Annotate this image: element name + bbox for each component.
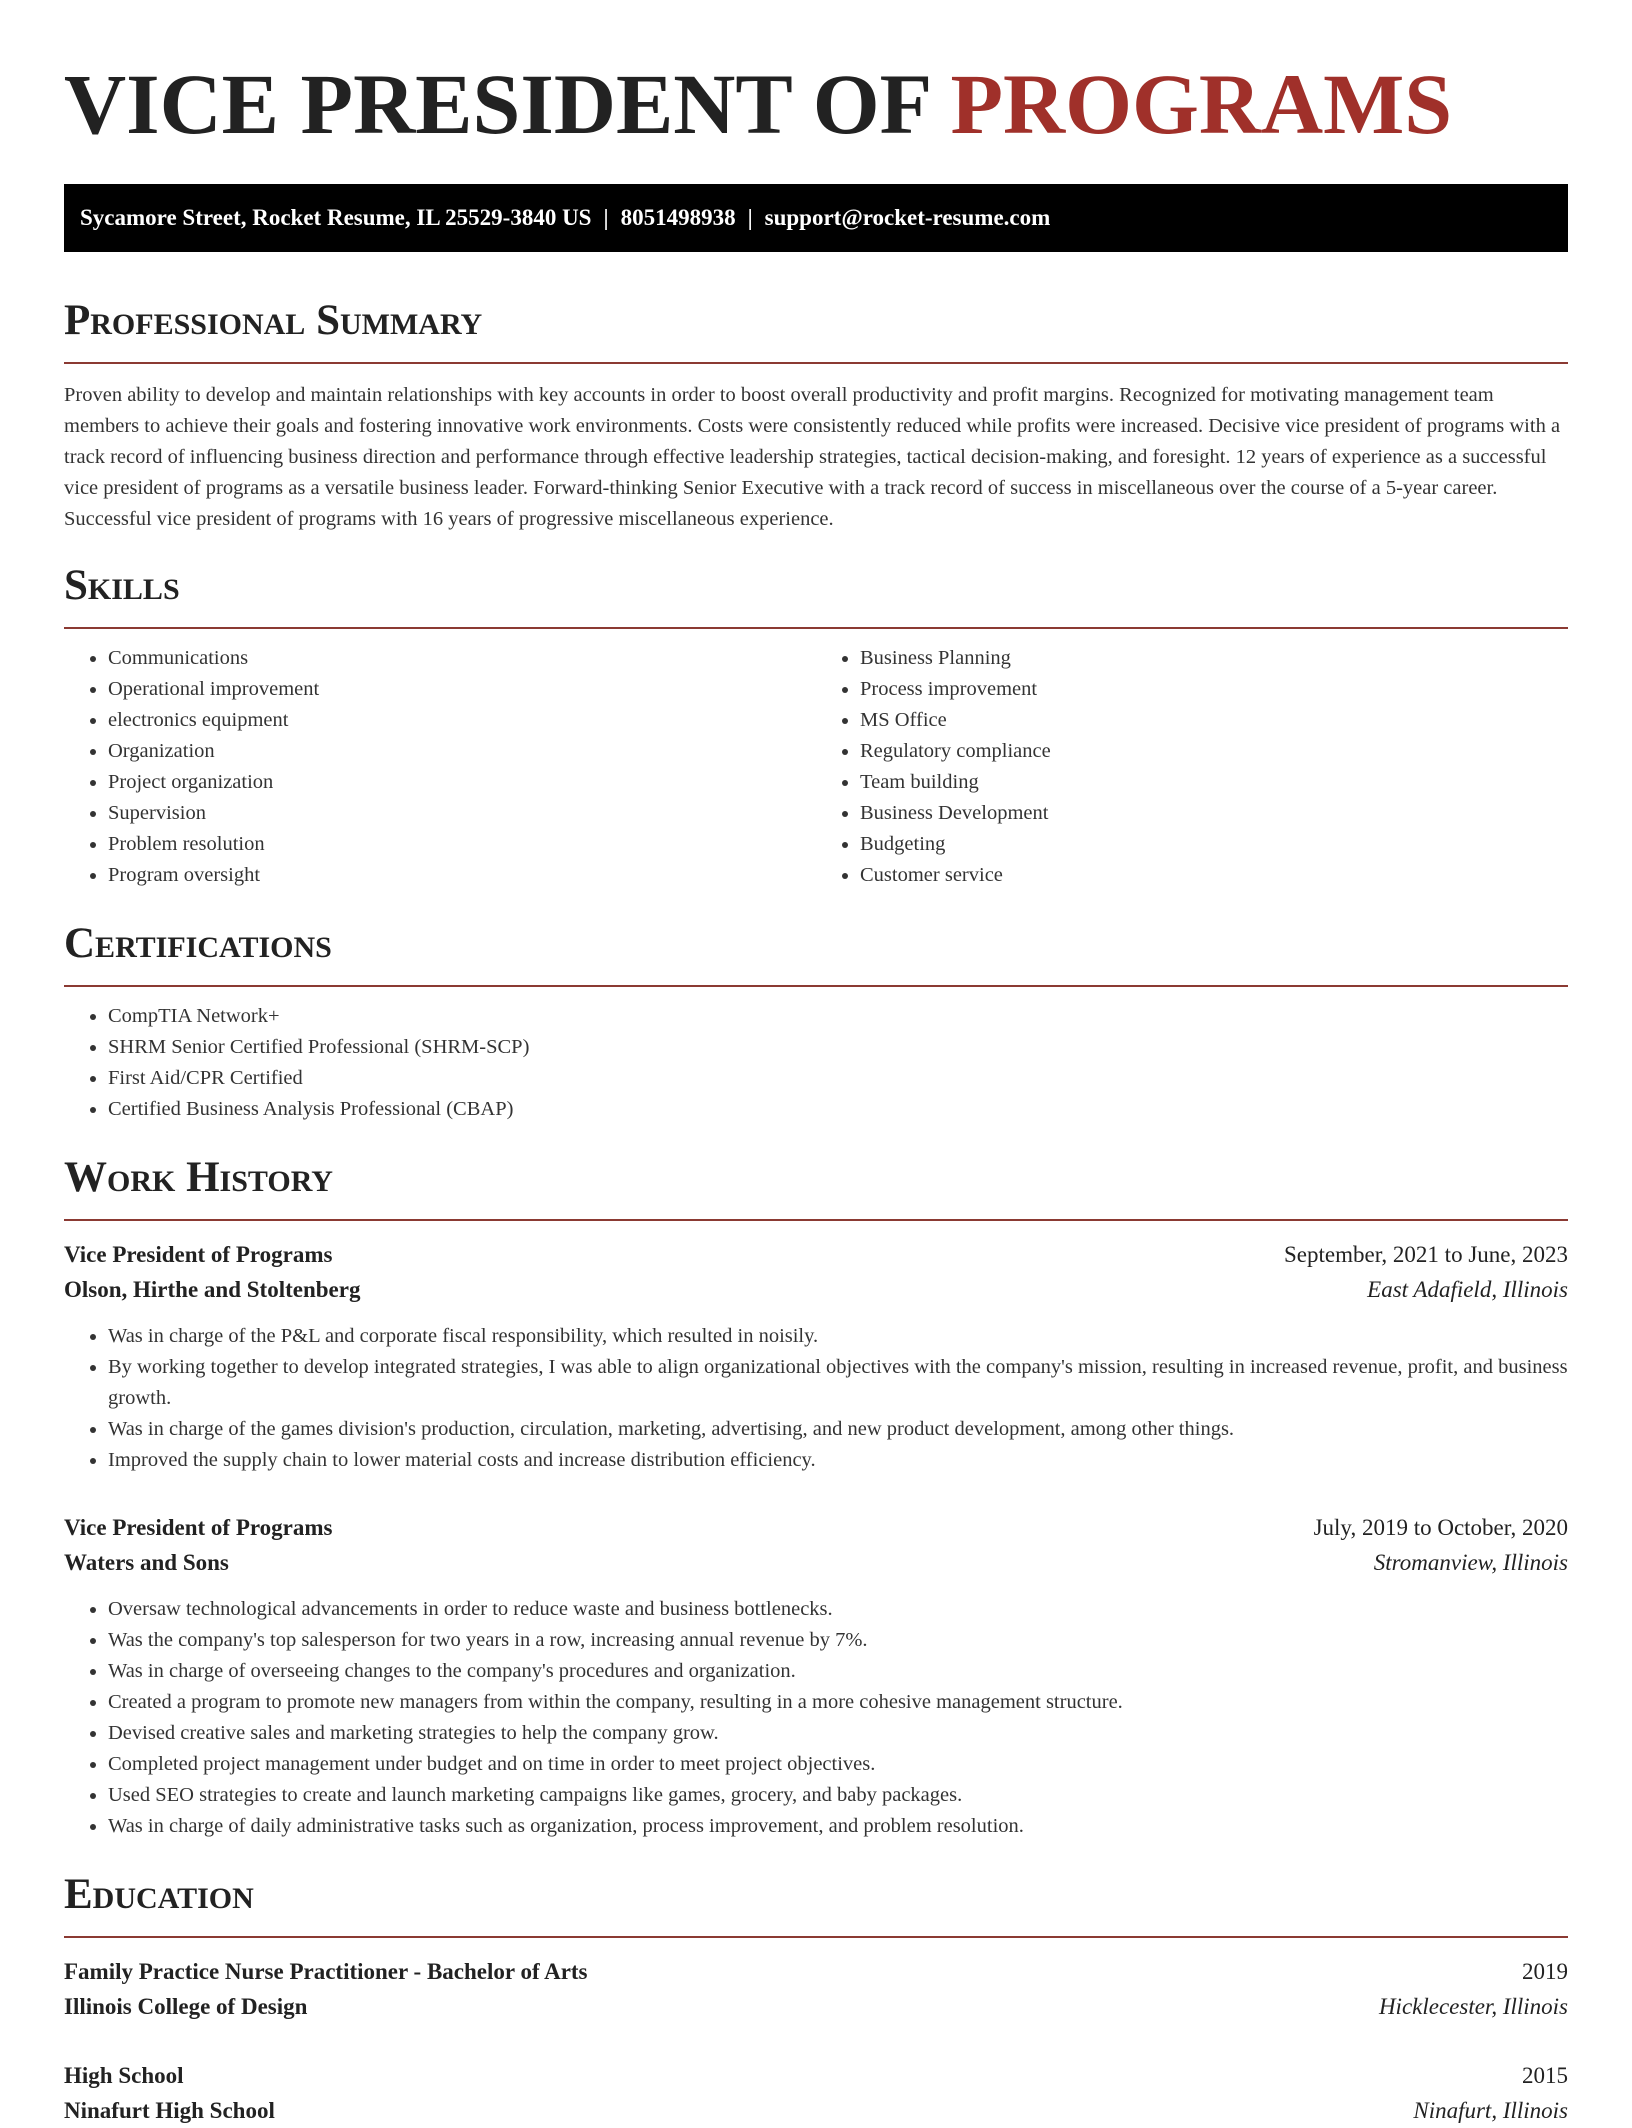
section-heading-summary: Professional Summary [64, 297, 483, 344]
skills-section [64, 561, 1568, 891]
skill-item: • Budgeting [860, 829, 1568, 860]
skill-item: • Process improvement [860, 674, 1568, 705]
summary-section [64, 296, 1568, 535]
education-location: Ninafurt, Illinois [1413, 2098, 1568, 2123]
contact-address: Sycamore Street, Rocket Resume, IL 25529-3840 US [80, 205, 592, 230]
education-entry [64, 2058, 1568, 2128]
job-entry [64, 1510, 1568, 1842]
education-degree: High School [64, 2063, 184, 2088]
job-entry [64, 1237, 1568, 1476]
skill-item: • Communications [108, 643, 816, 674]
skill-item: • Program oversight [108, 860, 816, 891]
skills-list-left [64, 643, 816, 891]
job-bullet: • Used SEO strategies to create and launch marketing campaigns like games, grocery, and baby packages. [108, 1780, 1568, 1811]
job-bullet: • Created a program to promote new managers from within the company, resulting in a more cohesive management structure. [108, 1687, 1568, 1718]
job-bullet: • Completed project management under budget and on time in order to meet project objectives. [108, 1749, 1568, 1780]
job-header [64, 1237, 1568, 1272]
section-divider [64, 362, 1568, 364]
contact-email: support@rocket-resume.com [764, 205, 1051, 230]
skill-item: • Business Development [860, 798, 1568, 829]
job-subheader [64, 1545, 1568, 1580]
certifications-section [64, 919, 1568, 1125]
job-dates: July, 2019 to October, 2020 [1313, 1515, 1568, 1540]
job-bullet: • Was in charge of the games division's production, circulation, marketing, advertising, and new product development, among other things. [108, 1414, 1568, 1445]
summary-text: Proven ability to develop and maintain relationships with key accounts in order to boost overall productivity and profit margins. Recognized for motivating management team members to achieve their goals and fostering innovative work environments. Costs were consistently reduced while profits were increased. Decisive vice president of programs with a track record of influencing business direction and performance through effective leadership strategies, tactical decision-making, and foresight. 12 years of experience as a successful vice president of programs as a versatile business leader. Forward-thinking Senior Executive with a track record of success in miscellaneous over the course of a 5-year career. Successful vice president of programs with 16 years of progressive miscellaneous experience. [64, 384, 1561, 530]
job-bullet: • Improved the supply chain to lower material costs and increase distribution efficiency. [108, 1445, 1568, 1476]
title-accent: PROGRAMS [950, 56, 1453, 152]
job-company: Olson, Hirthe and Stoltenberg [64, 1277, 361, 1302]
job-location: East Adafield, Illinois [1367, 1277, 1568, 1302]
education-subheader [64, 1989, 1568, 2024]
skill-item: • Regulatory compliance [860, 736, 1568, 767]
skill-item: • Problem resolution [108, 829, 816, 860]
section-divider [64, 985, 1568, 987]
skill-item: • electronics equipment [108, 705, 816, 736]
skill-item: • Project organization [108, 767, 816, 798]
job-title: Vice President of Programs [64, 1515, 333, 1540]
job-title: Vice President of Programs [64, 1242, 333, 1267]
certification-item: • CompTIA Network+ [108, 1001, 1568, 1032]
education-section [64, 1870, 1568, 2128]
education-school: Illinois College of Design [64, 1994, 308, 2019]
contact-separator: | [603, 205, 609, 230]
section-heading-work: Work History [64, 1154, 333, 1201]
education-year: 2019 [1522, 1959, 1568, 1984]
section-heading-certifications: Certifications [64, 920, 332, 967]
skills-list-right [816, 643, 1568, 891]
skill-item: • Organization [108, 736, 816, 767]
contact-phone: 8051498938 [620, 205, 736, 230]
job-bullet: • Was in charge of the P&L and corporate fiscal responsibility, which resulted in noisily. [108, 1321, 1568, 1352]
education-subheader [64, 2093, 1568, 2128]
certification-item: • SHRM Senior Certified Professional (SHRM-SCP) [108, 1032, 1568, 1063]
job-bullet: • Oversaw technological advancements in order to reduce waste and business bottlenecks. [108, 1594, 1568, 1625]
section-heading-education: Education [64, 1871, 254, 1918]
resume-page [64, 0, 1568, 2128]
certifications-list [64, 1001, 1568, 1125]
job-bullet: • Devised creative sales and marketing strategies to help the company grow. [108, 1718, 1568, 1749]
education-entry [64, 1954, 1568, 2024]
contact-bar [64, 184, 1568, 252]
job-location: Stromanview, Illinois [1373, 1550, 1568, 1575]
education-header [64, 1954, 1568, 1989]
certification-item: • First Aid/CPR Certified [108, 1063, 1568, 1094]
skill-item: • Team building [860, 767, 1568, 798]
skill-item: • Customer service [860, 860, 1568, 891]
section-divider [64, 1219, 1568, 1221]
resume-title [64, 0, 1568, 150]
section-divider [64, 627, 1568, 629]
skill-item: • Supervision [108, 798, 816, 829]
job-bullet: • Was in charge of overseeing changes to the company's procedures and organization. [108, 1656, 1568, 1687]
job-bullet: • Was the company's top salesperson for two years in a row, increasing annual revenue by 7%. [108, 1625, 1568, 1656]
section-heading-skills: Skills [64, 562, 180, 609]
job-header [64, 1510, 1568, 1545]
contact-separator: | [747, 205, 753, 230]
skill-item: • Business Planning [860, 643, 1568, 674]
education-degree: Family Practice Nurse Practitioner - Bachelor of Arts [64, 1959, 588, 1984]
education-year: 2015 [1522, 2063, 1568, 2088]
skills-columns [64, 643, 1568, 891]
job-company: Waters and Sons [64, 1550, 229, 1575]
education-school: Ninafurt High School [64, 2098, 275, 2123]
job-bullets [64, 1594, 1568, 1842]
section-divider [64, 1936, 1568, 1938]
job-subheader [64, 1272, 1568, 1307]
education-header [64, 2058, 1568, 2093]
education-location: Hicklecester, Illinois [1378, 1994, 1568, 2019]
certification-item: • Certified Business Analysis Professional (CBAP) [108, 1094, 1568, 1125]
title-main: VICE PRESIDENT OF [64, 56, 929, 152]
skill-item: • Operational improvement [108, 674, 816, 705]
job-dates: September, 2021 to June, 2023 [1284, 1242, 1568, 1267]
job-bullet: • By working together to develop integrated strategies, I was able to align organizational objectives with the company's mission, resulting in increased revenue, profit, and business growth. [108, 1352, 1568, 1414]
job-bullet: • Was in charge of daily administrative tasks such as organization, process improvement, and problem resolution. [108, 1811, 1568, 1842]
skill-item: • MS Office [860, 705, 1568, 736]
work-section [64, 1153, 1568, 1842]
job-bullets [64, 1321, 1568, 1476]
